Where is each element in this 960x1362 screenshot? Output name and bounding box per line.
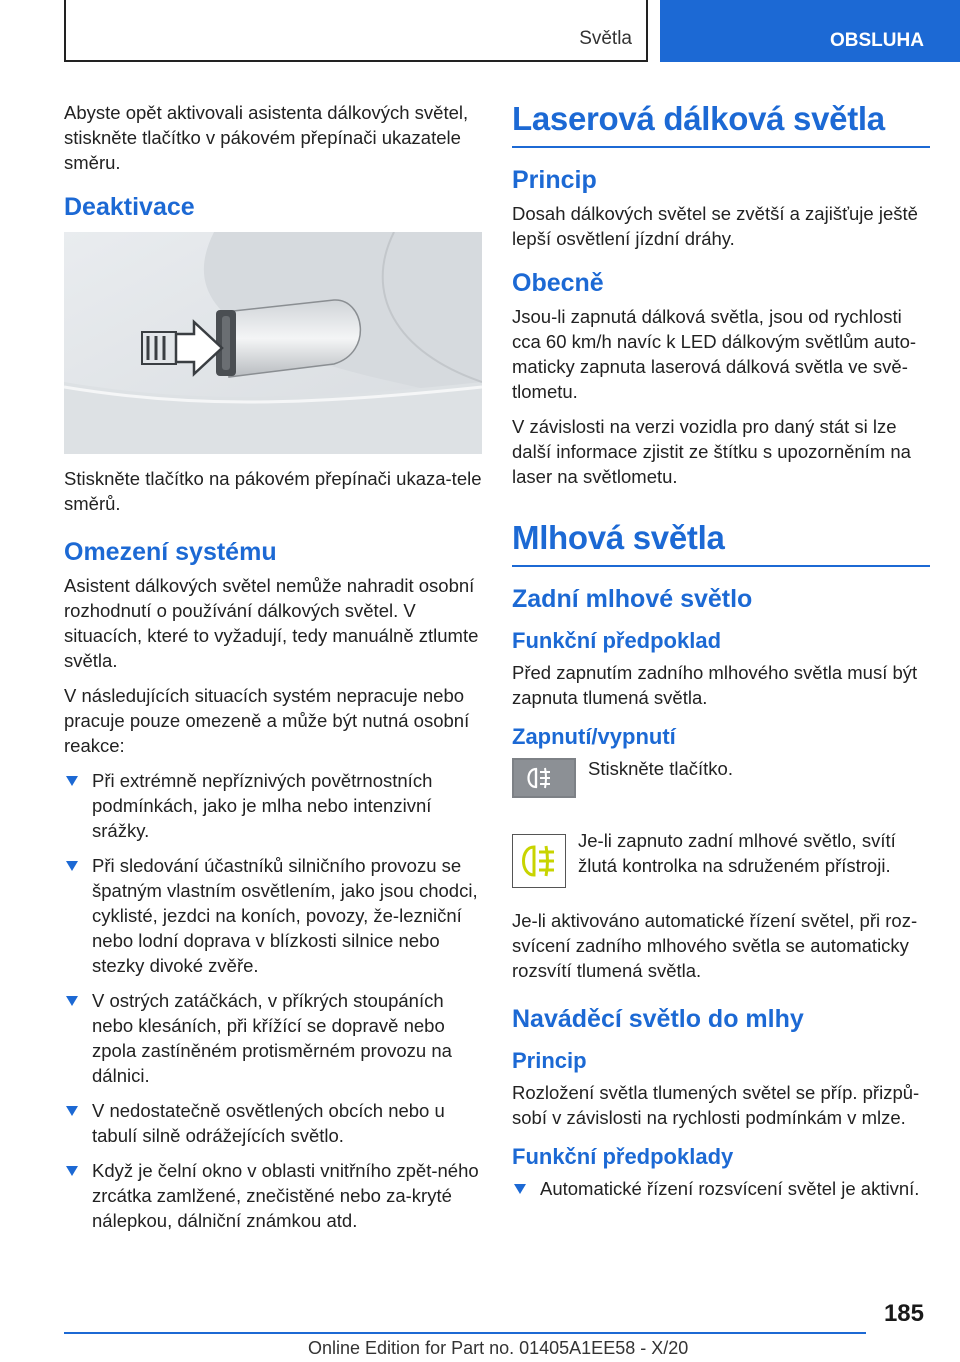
list-item: Při extrémně nepříznivých povětrnostních podmínkách, jako je mlha nebo intenzivní srážky.	[64, 768, 482, 843]
bullet-triangle-icon	[66, 861, 78, 871]
rear-fog-auto-text: Je-li aktivováno automatické řízení světel, při roz-svícení zadního mlhového světla se automaticky rozsvítí tlumená světla.	[512, 910, 918, 981]
header-section-title: Světla	[579, 28, 632, 49]
footer-divider	[64, 1332, 866, 1334]
page-number: 185	[883, 1300, 924, 1327]
laser-principle-heading: Princip	[512, 166, 597, 194]
turn-signal-stalk-illustration	[64, 232, 482, 454]
deactivation-heading: Deaktivace	[64, 193, 195, 221]
laser-high-beam-title: Laserová dálková světla	[512, 100, 930, 148]
rear-fog-indicator-row	[512, 828, 930, 898]
system-limits-list	[64, 768, 482, 1233]
rear-fog-condition-text: Před zapnutím zadního mlhového světla musí být zapnuta tlumená světla.	[512, 662, 918, 708]
system-limits-paragraph-1: Asistent dálkových světel nemůže nahradit osobní rozhodnutí o používání dálkových světel. V situacích, které to vyžadují, tedy manuálně ztlumte světla.	[64, 575, 479, 671]
list-item: V ostrých zatáčkách, v příkrých stoupáních nebo klesáních, při křížící se dopravě nebo zpola zastíněném protisměrném provozu na dálnici.	[64, 988, 482, 1088]
left-column	[64, 100, 482, 1243]
rear-fog-indicator-text: Je-li zapnuto zadní mlhové světlo, svítí žlutá kontrolka na sdruženém přístroji.	[578, 830, 896, 876]
list-item: Když je čelní okno v oblasti vnitřního zpět-ného zrcátka zamlžené, znečistěné nebo za-kryté nálepkou, dálniční známkou atd.	[64, 1158, 482, 1233]
rear-fog-onoff-heading: Zapnutí/vypnutí	[512, 724, 676, 749]
list-item: V nedostatečně osvětlených obcích nebo u tabulí silně odrážejících světlo.	[64, 1098, 482, 1148]
intro-paragraph: Abyste opět aktivovali asistenta dálkových světel, stiskněte tlačítko v pákovém přepínači ukazatele směru.	[64, 102, 469, 173]
footer-edition-text: Online Edition for Part no. 01405A1EE58 - X/20	[308, 1338, 689, 1358]
bullet-triangle-icon	[66, 776, 78, 786]
laser-principle-text: Dosah dálkových světel se zvětší a zajišťuje ještě lepší osvětlení jízdní dráhy.	[512, 203, 918, 249]
fog-guide-principle-text: Rozložení světla tlumených světel se příp. přizpů-sobí v závislosti na rychlosti podmínkám v mlze.	[512, 1082, 920, 1128]
fog-guide-conditions-heading: Funkční předpoklady	[512, 1144, 734, 1169]
rear-fog-button-row	[512, 756, 930, 816]
turn-signal-stalk-figure	[64, 232, 482, 454]
running-header	[64, 0, 648, 62]
system-limits-heading: Omezení systému	[64, 538, 277, 566]
rear-fog-indicator-icon	[512, 834, 566, 888]
laser-general-paragraph-2: V závislosti na verzi vozidla pro daný stát si lze další informace zjistit ze štítku s upozorněním na laser na světlometu.	[512, 416, 911, 487]
fog-guide-conditions-list	[512, 1176, 930, 1201]
fog-guide-principle-heading: Princip	[512, 1048, 587, 1073]
header-chapter-tab: OBSLUHA	[660, 0, 960, 62]
figure-caption: Stiskněte tlačítko na pákovém přepínači ukaza-tele směrů.	[64, 468, 482, 514]
rear-fog-heading: Zadní mlhové světlo	[512, 585, 753, 613]
bullet-triangle-icon	[66, 1166, 78, 1176]
fog-guide-light-heading: Naváděcí světlo do mlhy	[512, 1005, 804, 1033]
laser-general-paragraph-1: Jsou-li zapnutá dálková světla, jsou od rychlosti cca 60 km/h navíc k LED dálkovým světlům auto-maticky zapnuta laserová dálková světla ve svě-tlometu.	[512, 306, 917, 402]
bullet-triangle-icon	[514, 1184, 526, 1194]
right-column	[512, 100, 930, 1211]
fog-lights-title: Mlhová světla	[512, 519, 930, 567]
list-item: Automatické řízení rozsvícení světel je aktivní.	[512, 1176, 930, 1201]
rear-fog-press-text: Stiskněte tlačítko.	[588, 758, 733, 779]
bullet-triangle-icon	[66, 996, 78, 1006]
rear-fog-button-icon	[512, 758, 576, 798]
system-limits-paragraph-2: V následujících situacích systém nepracuje nebo pracuje pouze omezeně a může být nutná osobní reakce:	[64, 685, 470, 756]
bullet-triangle-icon	[66, 1106, 78, 1116]
list-item: Při sledování účastníků silničního provozu se špatným vlastním osvětlením, jako jsou chodci, cyklisté, jezdci na koních, povozy, že-lezniční nebo lodní doprava v blízkosti silnice nebo stezky divoké zvěře.	[64, 853, 482, 978]
laser-general-heading: Obecně	[512, 269, 604, 297]
rear-fog-condition-heading: Funkční předpoklad	[512, 628, 722, 653]
